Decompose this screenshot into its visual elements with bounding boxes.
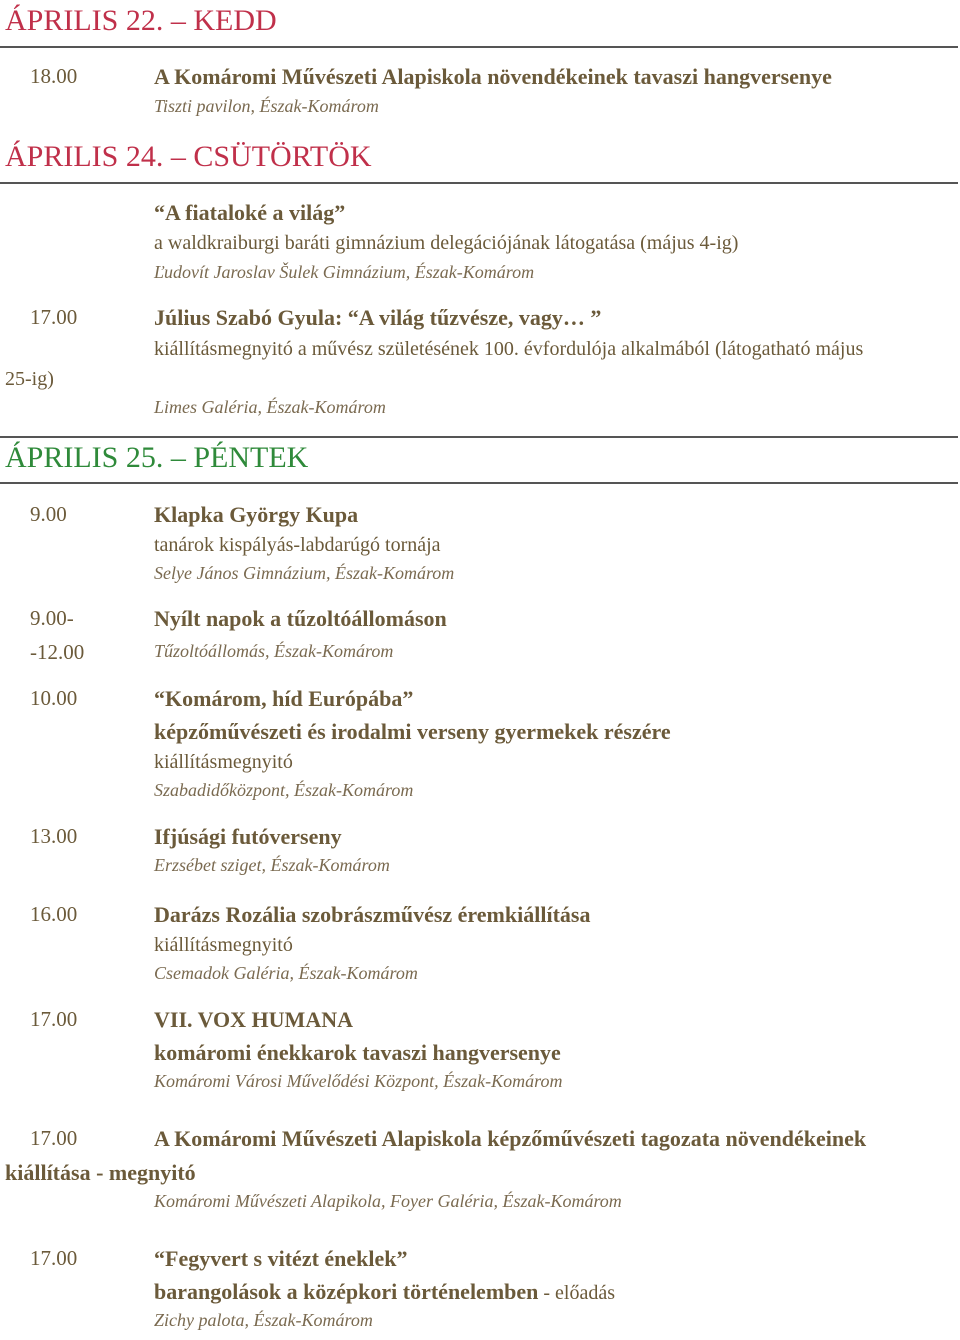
event-place: Csemadok Galéria, Észak-Komárom bbox=[154, 963, 418, 983]
event-title: “Komárom, híd Európába” bbox=[154, 686, 414, 711]
event-time: 17.00 bbox=[30, 1007, 78, 1031]
event-title: Darázs Rozália szobrászművész éremkiállítása bbox=[154, 902, 591, 927]
event-subtitle: komáromi énekkarok tavaszi hangversenye bbox=[154, 1040, 561, 1065]
event-place: Limes Galéria, Észak-Komárom bbox=[154, 397, 386, 417]
day-heading: ÁPRILIS 25. – PÉNTEK bbox=[5, 441, 309, 474]
event-place: Ľudovít Jaroslav Šulek Gimnázium, Észak-Komárom bbox=[154, 262, 535, 282]
event-description: kiállításmegnyitó a művész születésének 100. évfordulója alkalmából (látogatható május bbox=[154, 338, 864, 360]
event-title: A Komáromi Művészeti Alapiskola képzőművészeti tagozata növendékeinek bbox=[154, 1126, 867, 1151]
event-description: kiállításmegnyitó bbox=[154, 751, 293, 773]
event-place: Selye János Gimnázium, Észak-Komárom bbox=[154, 563, 455, 583]
event-title: VII. VOX HUMANA bbox=[154, 1007, 353, 1032]
event-time: 9.00 bbox=[30, 502, 67, 526]
event-time-end: -12.00 bbox=[30, 640, 85, 664]
event-description: - előadás bbox=[538, 1282, 616, 1304]
event-description: a waldkraiburgi baráti gimnázium delegációjának látogatása (május 4-ig) bbox=[154, 232, 739, 254]
event-time-start: 9.00- bbox=[30, 606, 74, 630]
divider bbox=[0, 182, 958, 184]
event-place: Zichy palota, Észak-Komárom bbox=[154, 1310, 373, 1330]
event-time: 17.00 bbox=[30, 1126, 78, 1150]
event-description: tanárok kispályás-labdarúgó tornája bbox=[154, 534, 441, 556]
event-title: “A fiataloké a világ” bbox=[154, 200, 346, 225]
event-description: kiállításmegnyitó bbox=[154, 934, 293, 956]
event-place: Szabadidőközpont, Észak-Komárom bbox=[154, 780, 414, 800]
divider bbox=[0, 436, 958, 438]
divider bbox=[0, 46, 958, 48]
event-time: 18.00 bbox=[30, 64, 78, 88]
event-title: A Komáromi Művészeti Alapiskola növendékeinek tavaszi hangversenye bbox=[154, 64, 832, 89]
event-subtitle-line bbox=[154, 1279, 615, 1305]
divider bbox=[0, 482, 958, 484]
event-title: Klapka György Kupa bbox=[154, 502, 359, 527]
day-heading: ÁPRILIS 22. – KEDD bbox=[5, 4, 277, 37]
day-heading: ÁPRILIS 24. – CSÜTÖRTÖK bbox=[5, 140, 372, 173]
event-time: 17.00 bbox=[30, 305, 78, 329]
event-subtitle: képzőművészeti és irodalmi verseny gyermekek részére bbox=[154, 719, 671, 744]
event-time: 13.00 bbox=[30, 824, 78, 848]
event-title: Nyílt napok a tűzoltóállomáson bbox=[154, 606, 447, 631]
event-place: Tűzoltóállomás, Észak-Komárom bbox=[154, 641, 394, 661]
event-place: Komáromi Városi Művelődési Központ, Észak-Komárom bbox=[154, 1071, 563, 1091]
event-place: Erzsébet sziget, Észak-Komárom bbox=[154, 855, 390, 875]
event-subtitle: barangolások a középkori történelemben bbox=[154, 1279, 539, 1304]
event-place: Tiszti pavilon, Észak-Komárom bbox=[154, 96, 379, 116]
event-place: Komáromi Művészeti Alapikola, Foyer Galéria, Észak-Komárom bbox=[154, 1191, 622, 1211]
event-title: Július Szabó Gyula: “A világ tűzvésze, vagy… ” bbox=[154, 305, 602, 330]
event-time: 17.00 bbox=[30, 1246, 78, 1270]
event-description-cont: 25-ig) bbox=[5, 368, 54, 390]
event-title: “Fegyvert s vitézt éneklek” bbox=[154, 1246, 408, 1271]
event-time: 16.00 bbox=[30, 902, 78, 926]
event-title: Ifjúsági futóverseny bbox=[154, 824, 342, 849]
event-time: 10.00 bbox=[30, 686, 78, 710]
event-title-cont: kiállítása - megnyitó bbox=[5, 1160, 196, 1185]
